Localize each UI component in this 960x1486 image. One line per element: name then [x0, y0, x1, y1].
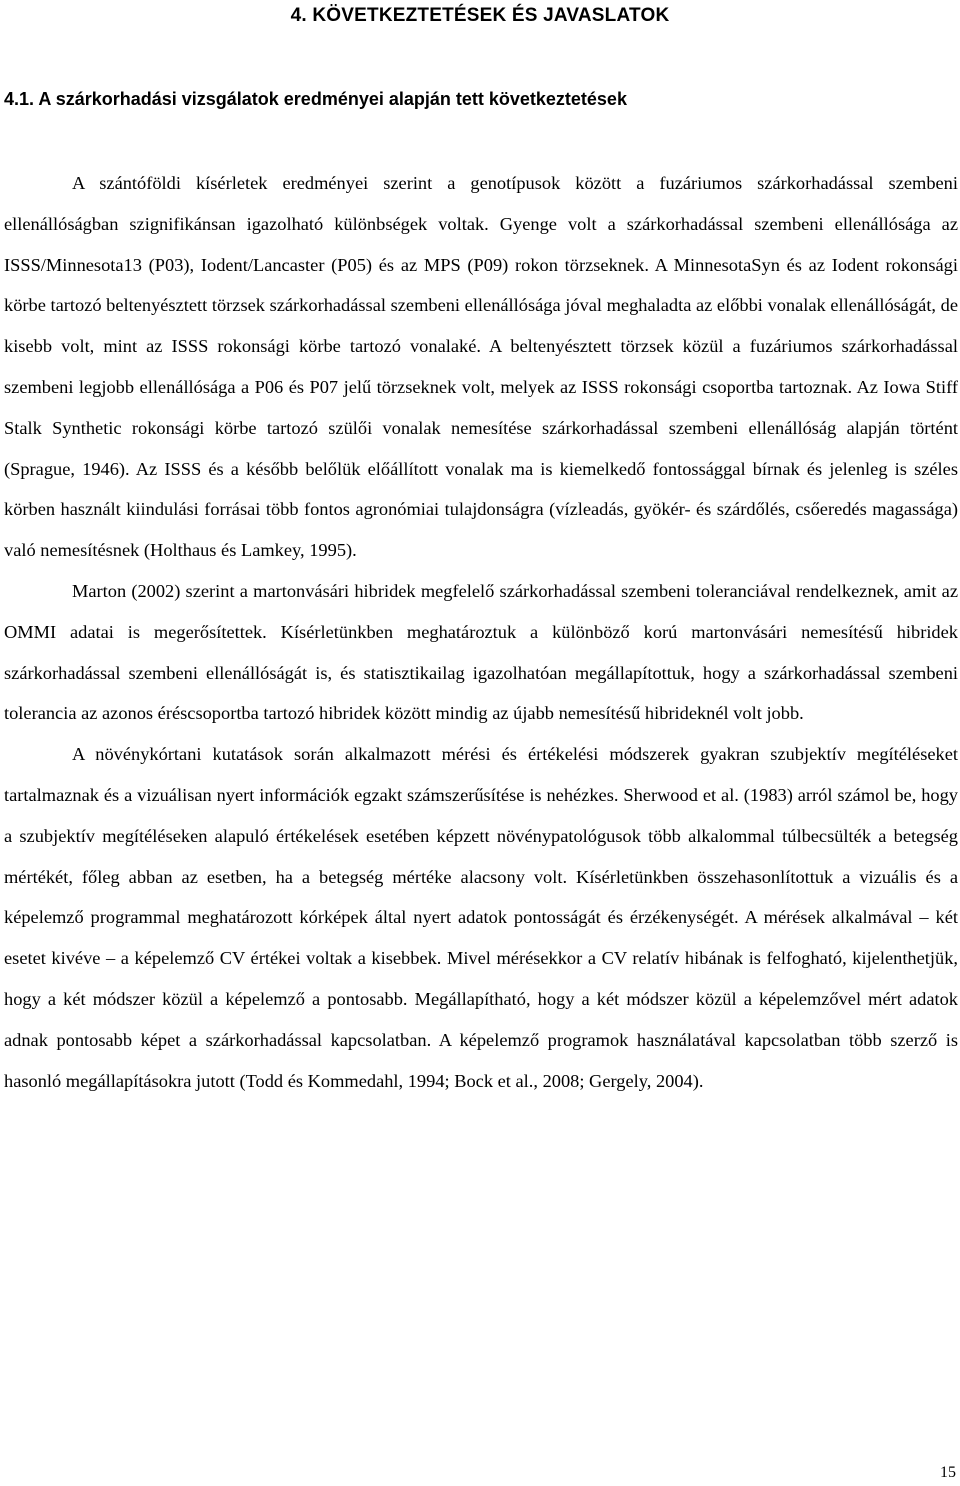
body-text: [4, 163, 958, 1101]
section-title: 4.1. A szárkorhadási vizsgálatok eredményei alapján tett következtetések: [4, 89, 627, 109]
chapter-title: 4. KÖVETKEZTETÉSEK ÉS JAVASLATOK: [290, 5, 670, 26]
paragraph-2: Marton (2002) szerint a martonvásári hibridek megfelelő szárkorhadással szembeni toleranciával rendelkeznek, amit az OMMI adatai is megerősítettek. Kísérletünkben meghatároztuk a különböző korú martonvásári nemesítésű hibridek szárkorhadással szembeni ellenállóságát is, és statisztikailag igazolhatóan megállapítottuk, hogy a szárkorhadással szembeni tolerancia az azonos éréscsoportba tartozó hibridek között mindig az újabb nemesítésű hibrideknél volt jobb.: [4, 580, 958, 724]
paragraph-1: A szántóföldi kísérletek eredményei szerint a genotípusok között a fuzáriumos szárkorhadással szembeni ellenállóságban szignifikánsan igazolható különbségek voltak. Gyenge volt a szárkorhadással szembeni ellenállósága az ISSS/Minnesota13 (P03), Iodent/Lancaster (P05) és az MPS (P09) rokon törzseknek. A MinnesotaSyn és az Iodent rokonsági körbe tartozó beltenyésztett törzsek szárkorhadással szembeni ellenállósága jóval meghaladta az előbbi vonalak ellenállóságát, de kisebb volt, mint az ISSS rokonsági körbe tartozó vonalaké. A beltenyésztett törzsek közül a fuzáriumos szárkorhadással szembeni legjobb ellenállósága a P06 és P07 jelű törzseknek volt, melyek az ISSS rokonsági csoportba tartoznak. Az Iowa Stiff Stalk Synthetic rokonsági körbe tartozó szülői vonalak nemesítése szárkorhadással szembeni ellenállóság alapján történt (Sprague, 1946). Az ISSS és a később belőlük előállított vonalak ma is kiemelkedő fontossággal bírnak és jelenleg is széles körben használt kiindulási forrásai több fontos agronómiai tulajdonságra (vízleadás, gyökér- és szárdőlés, csőeredés magassága) való nemesítésnek (Holthaus és Lamkey, 1995).: [4, 173, 958, 561]
paragraph-3: A növénykórtani kutatások során alkalmazott mérési és értékelési módszerek gyakran szubjektív megítéléseket tartalmaznak és a vizuálisan nyert információk egzakt számszerűsítése is nehézkes. Sherwood et al. (1983) arról számol be, hogy a szubjektív megítéléseken alapuló értékelések esetében képzett növénypatológusok több alkalommal túlbecsülték a betegség mértékét, főleg abban az esetben, ha a betegség mértéke alacsony volt. Kísérletünkben összehasonlítottuk a vizuális és a képelemző programmal meghatározott kórképek által nyert adatok pontosságát és érzékenységét. A mérések alkalmával – két esetet kivéve – a képelemző CV értékei voltak a kisebbek. Mivel mérésekkor a CV relatív hibának is felfogható, kijelenthetjük, hogy a két módszer közül a képelemző a pontosabb. Megállapítható, hogy a két módszer közül a képelemzővel mért adatok adnak pontosabb képet a szárkorhadással kapcsolatban. A képelemző programok használatával kapcsolatban több szerző is hasonló megállapításokra jutott (Todd és Kommedahl, 1994; Bock et al., 2008; Gergely, 2004).: [4, 744, 958, 1091]
page-number: 15: [940, 1464, 956, 1481]
